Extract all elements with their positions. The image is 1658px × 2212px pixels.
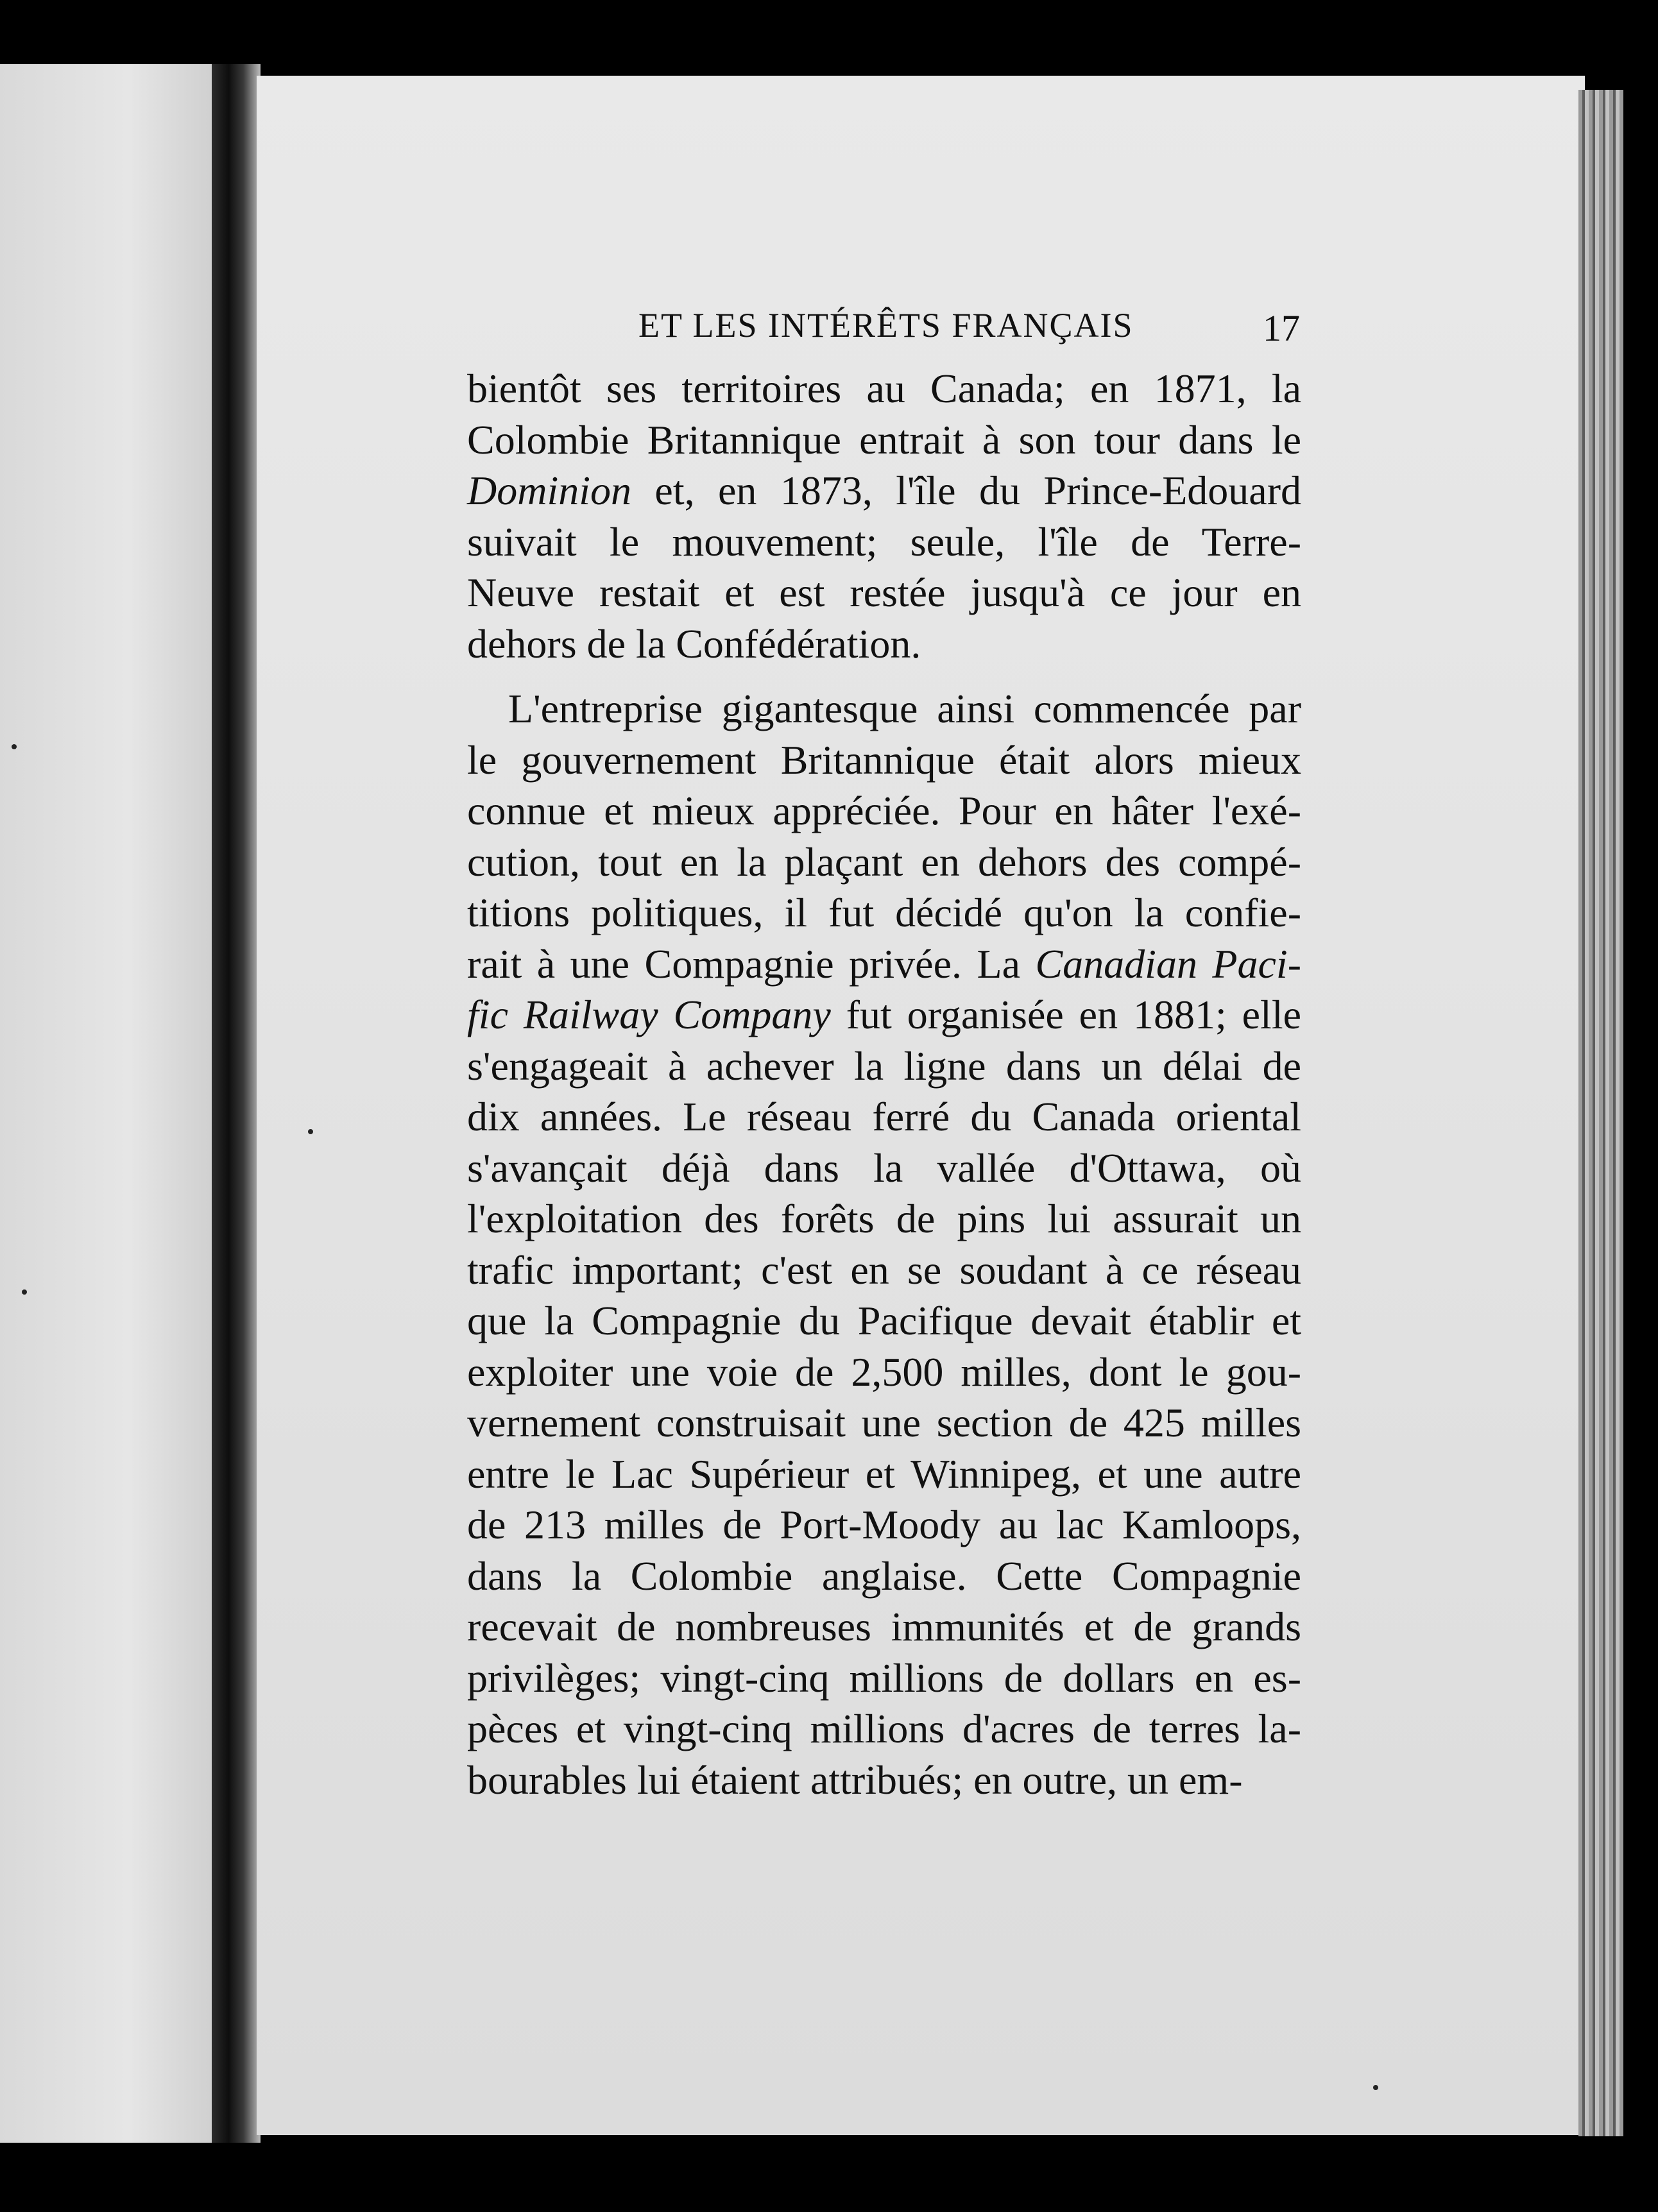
text-line	[467, 837, 1301, 888]
text-run: vernement construisait une section de 425 milles	[467, 1400, 1301, 1445]
text-run: Neuve restait et est restée jusqu'à ce jour en	[467, 570, 1301, 615]
text-run: privilèges; vingt-cinq millions de dollars en es-	[467, 1655, 1301, 1701]
text-run: L'entreprise gigantesque ainsi commencée par	[508, 686, 1301, 731]
text-line	[467, 1601, 1301, 1653]
text-line	[467, 1551, 1301, 1602]
text-run: et, en 1873, l'île du Prince-Edouard	[631, 468, 1301, 513]
text-line	[467, 1193, 1301, 1245]
text-run: s'engageait à achever la ligne dans un délai de	[467, 1042, 1301, 1089]
text-run: rait à une Compagnie privée. La	[467, 940, 1036, 987]
text-run: connue et mieux appréciée. Pour en hâter l'exé-	[467, 788, 1301, 833]
text-line	[467, 1041, 1301, 1092]
text-line	[467, 1295, 1301, 1347]
text-line	[467, 1755, 1301, 1806]
running-head: ET LES INTÉRÊTS FRANÇAIS	[638, 306, 1134, 345]
ink-speck	[308, 1129, 313, 1134]
text-line	[467, 939, 1301, 990]
text-line	[467, 516, 1301, 568]
italic-text: fic Railway Company	[467, 992, 831, 1037]
text-line	[467, 618, 1301, 670]
text-run: l'exploitation des forêts de pins lui assurait un	[467, 1196, 1301, 1241]
page-edges	[1578, 90, 1623, 2136]
text-line	[467, 1245, 1301, 1296]
text-run: pèces et vingt-cinq millions d'acres de terres la-	[467, 1706, 1301, 1751]
italic-text: Canadian Paci-	[1035, 940, 1302, 987]
text-run: le gouvernement Britannique était alors mieux	[467, 736, 1301, 783]
text-line	[467, 683, 1301, 735]
text-line	[467, 1397, 1301, 1449]
text-line	[467, 465, 1301, 516]
text-line	[467, 1143, 1301, 1194]
text-run: fut organisée en 1881; elle	[830, 992, 1302, 1037]
text-run: s'avançait déjà dans la vallée d'Ottawa, où	[467, 1144, 1301, 1191]
text-run: exploiter une voie de 2,500 milles, dont le gou-	[467, 1348, 1301, 1395]
text-line	[467, 1449, 1301, 1500]
text-run: dix années. Le réseau ferré du Canada oriental	[467, 1094, 1301, 1139]
text-run: titions politiques, il fut décidé qu'on la confie-	[467, 890, 1301, 935]
text-line	[467, 735, 1301, 786]
text-run: suivait le mouvement; seule, l'île de Terre-	[467, 518, 1301, 565]
ink-speck	[22, 1289, 27, 1295]
text-run: recevait de nombreuses immunités et de grands	[467, 1604, 1301, 1649]
text-line	[467, 887, 1301, 939]
text-line	[467, 989, 1301, 1041]
text-run: dehors de la Confédération.	[467, 620, 921, 667]
ink-speck	[1373, 2085, 1378, 2090]
text-run: dans la Colombie anglaise. Cette Compagnie	[467, 1553, 1301, 1599]
text-line	[467, 785, 1301, 837]
text-line	[467, 1091, 1301, 1143]
text-line	[467, 1703, 1301, 1755]
italic-text: Dominion	[467, 468, 631, 513]
text-run: Colombie Britannique entrait à son tour dans le	[467, 416, 1301, 463]
text-run: bourables lui étaient attribués; en outre, un em-	[467, 1757, 1243, 1803]
text-run: bientôt ses territoires au Canada; en 1871, la	[467, 366, 1301, 411]
book-gutter	[212, 64, 261, 2143]
text-run: entre le Lac Supérieur et Winnipeg, et une autre	[467, 1451, 1301, 1497]
text-line	[467, 414, 1301, 466]
text-line	[467, 1499, 1301, 1551]
text-run: trafic important; c'est en se soudant à ce réseau	[467, 1246, 1301, 1293]
page-number: 17	[1263, 307, 1300, 349]
text-run: cution, tout en la plaçant en dehors des compé-	[467, 838, 1301, 885]
left-page	[0, 64, 215, 2143]
text-run: de 213 milles de Port-Moody au lac Kamloops,	[467, 1502, 1301, 1547]
body-text	[467, 363, 1301, 1805]
text-line	[467, 1653, 1301, 1704]
text-run: que la Compagnie du Pacifique devait établir et	[467, 1298, 1301, 1343]
text-line	[467, 1347, 1301, 1398]
text-line	[467, 363, 1301, 414]
ink-speck	[12, 744, 17, 749]
text-line	[467, 567, 1301, 618]
